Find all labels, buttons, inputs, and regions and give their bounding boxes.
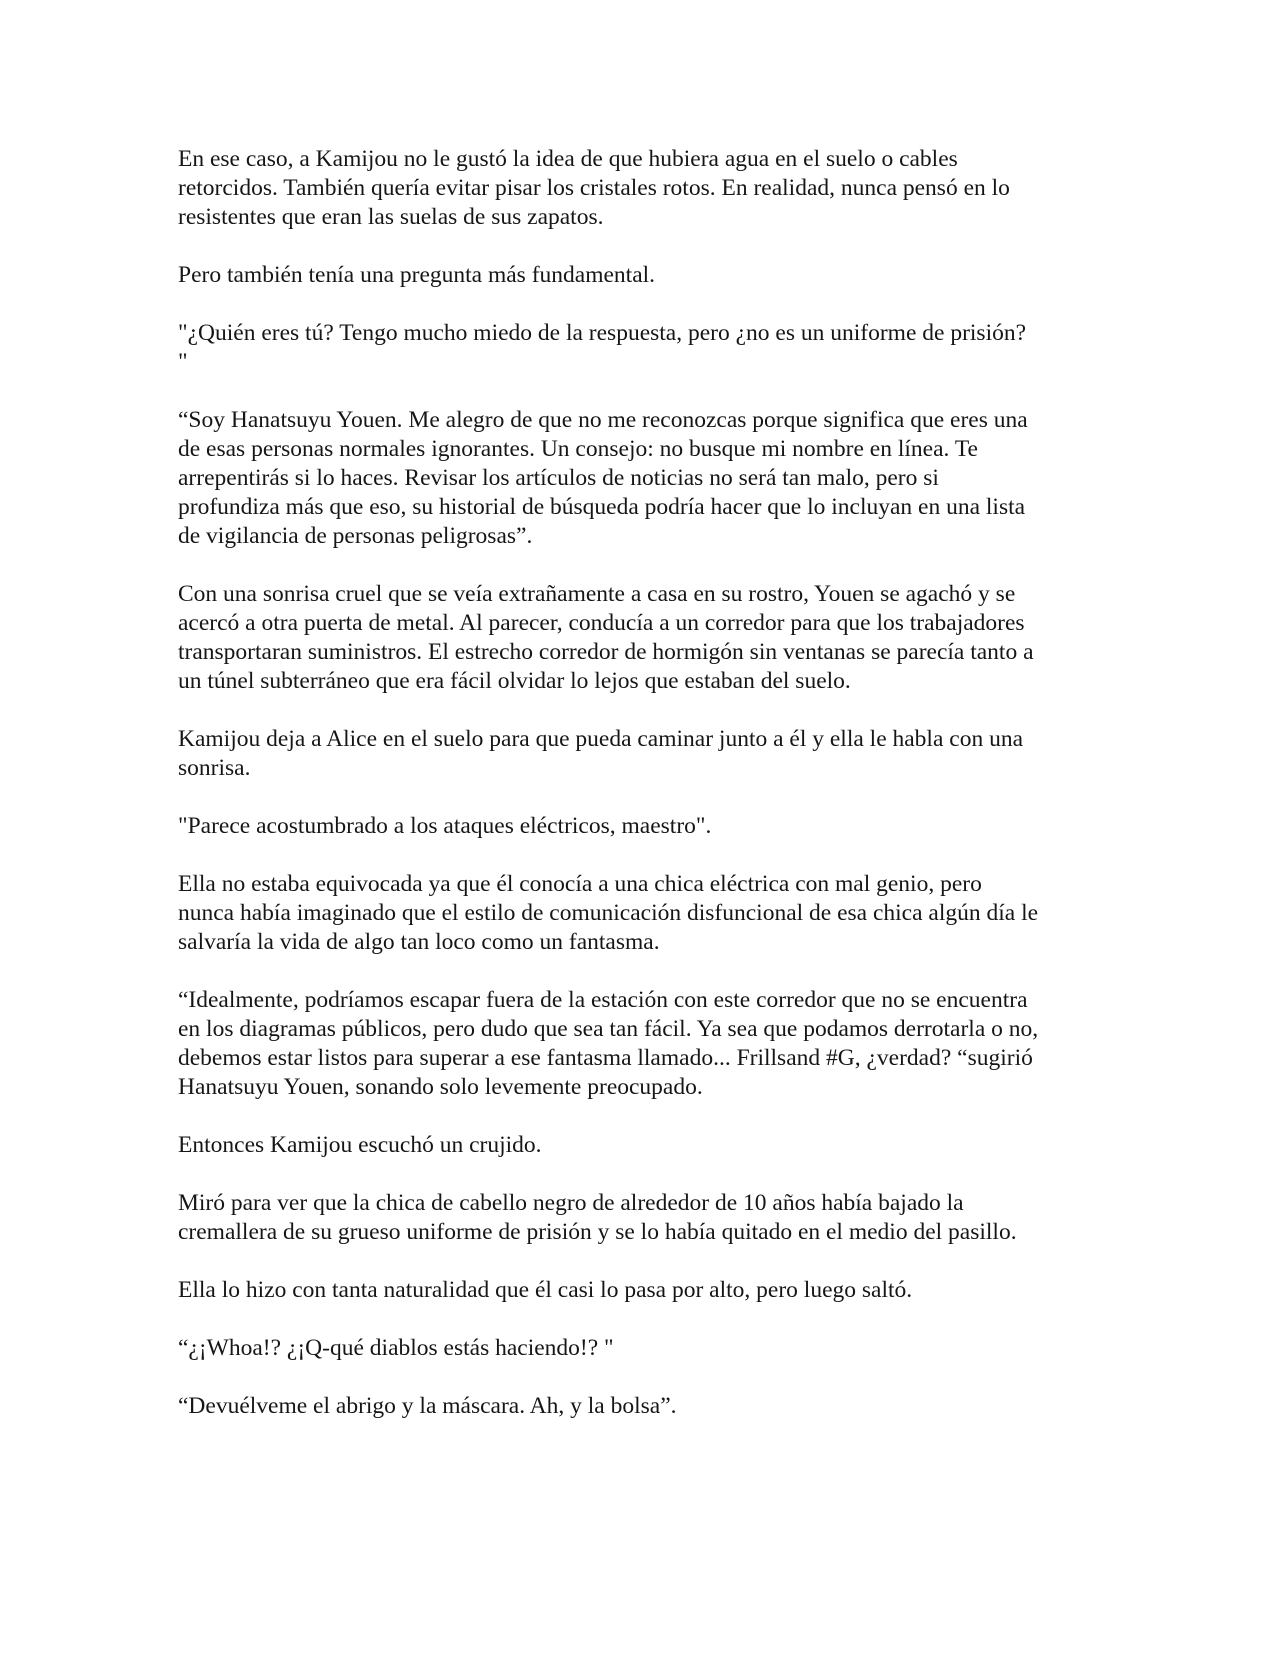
paragraph-6: Kamijou deja a Alice en el suelo para que pueda caminar junto a él y ella le habla con una sonrisa. <box>178 726 1024 781</box>
document-page <box>178 145 1108 1450</box>
paragraph-5: Con una sonrisa cruel que se veía extrañamente a casa en su rostro, Youen se agachó y se acercó a otra puerta de metal. Al parecer, conducía a un corredor para que los trabajadores transportaran suministros. El estrecho corredor de hormigón sin ventanas se parecía tanto a un túnel subterráneo que era fácil olvidar lo lejos que estaban del suelo. <box>178 581 1034 694</box>
paragraph-7: "Parece acostumbrado a los ataques eléctricos, maestro". <box>178 813 712 839</box>
paragraph-1: En ese caso, a Kamijou no le gustó la idea de que hubiera agua en el suelo o cables retorcidos. También quería evitar pisar los cristales rotos. En realidad, nunca pensó en lo resistentes que eran las suelas de sus zapatos. <box>178 146 1010 230</box>
paragraph-11: Miró para ver que la chica de cabello negro de alrededor de 10 años había bajado la cremallera de su grueso uniforme de prisión y se lo había quitado en el medio del pasillo. <box>178 1190 1017 1245</box>
paragraph-2: Pero también tenía una pregunta más fundamental. <box>178 262 656 288</box>
paragraph-10: Entonces Kamijou escuchó un crujido. <box>178 1132 542 1158</box>
paragraph-13: “¿¡Whoa!? ¿¡Q-qué diablos estás haciendo!? " <box>178 1335 614 1361</box>
paragraph-9: “Idealmente, podríamos escapar fuera de la estación con este corredor que no se encuentra en los diagramas públicos, pero dudo que sea tan fácil. Ya sea que podamos derrotarla o no, debemos estar listos para superar a ese fantasma llamado... Frillsand #G, ¿verdad? “sugirió Hanatsuyu Youen, sonando solo levemente preocupado. <box>178 987 1039 1100</box>
paragraph-3: "¿Quién eres tú? Tengo mucho miedo de la respuesta, pero ¿no es un uniforme de prisión? " <box>178 320 1027 375</box>
paragraph-8: Ella no estaba equivocada ya que él conocía a una chica eléctrica con mal genio, pero nunca había imaginado que el estilo de comunicación disfuncional de esa chica algún día le salvaría la vida de algo tan loco como un fantasma. <box>178 871 1039 955</box>
paragraph-12: Ella lo hizo con tanta naturalidad que él casi lo pasa por alto, pero luego saltó. <box>178 1277 913 1303</box>
paragraph-4: “Soy Hanatsuyu Youen. Me alegro de que no me reconozcas porque significa que eres una de esas personas normales ignorantes. Un consejo: no busque mi nombre en línea. Te arrepentirás si lo haces. Revisar los artículos de noticias no será tan malo, pero si profundiza más que eso, su historial de búsqueda podría hacer que lo incluyan en una lista de vigilancia de personas peligrosas”. <box>178 407 1028 549</box>
paragraph-14: “Devuélveme el abrigo y la máscara. Ah, y la bolsa”. <box>178 1393 677 1419</box>
